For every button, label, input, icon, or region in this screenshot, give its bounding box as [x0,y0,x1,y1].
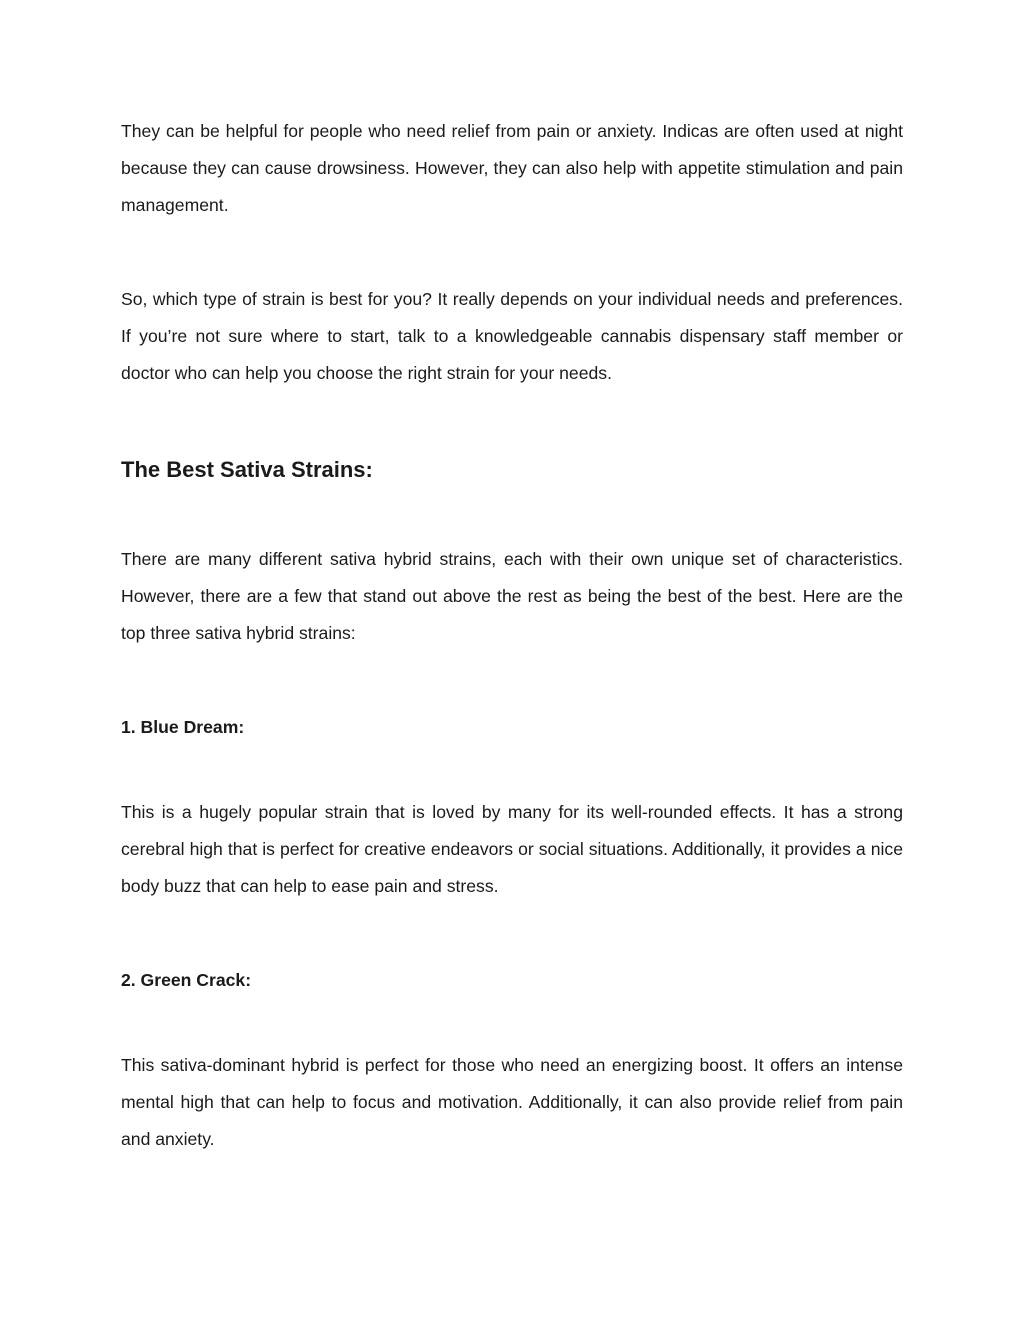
paragraph-sativa-intro: There are many different sativa hybrid strains, each with their own unique set of characteristics. However, there are a few that stand out above the rest as being the best of the best. Here are the top three sativa hybrid strains: [121,549,903,643]
heading-green-crack: 2. Green Crack: [121,970,252,990]
paragraph-blue-dream: This is a hugely popular strain that is loved by many for its well-rounded effects. It has a strong cerebral high that is perfect for creative endeavors or social situations. Additionally, it provides a nice body buzz that can help to ease pain and stress. [121,802,903,896]
heading-best-sativa-strains: The Best Sativa Strains: [121,457,373,482]
paragraph-indica-effects: They can be helpful for people who need relief from pain or anxiety. Indicas are often used at night because they can cause drowsiness. However, they can also help with appetite stimulation and pain management. [121,121,903,215]
paragraph-choosing-strain: So, which type of strain is best for you? It really depends on your individual needs and preferences. If you’re not sure where to start, talk to a knowledgeable cannabis dispensary staff member or doctor who can help you choose the right strain for your needs. [121,289,903,383]
heading-blue-dream: 1. Blue Dream: [121,717,245,737]
paragraph-green-crack: This sativa-dominant hybrid is perfect for those who need an energizing boost. It offers an intense mental high that can help to focus and motivation. Additionally, it can also provide relief from pain and anxiety. [121,1055,903,1149]
